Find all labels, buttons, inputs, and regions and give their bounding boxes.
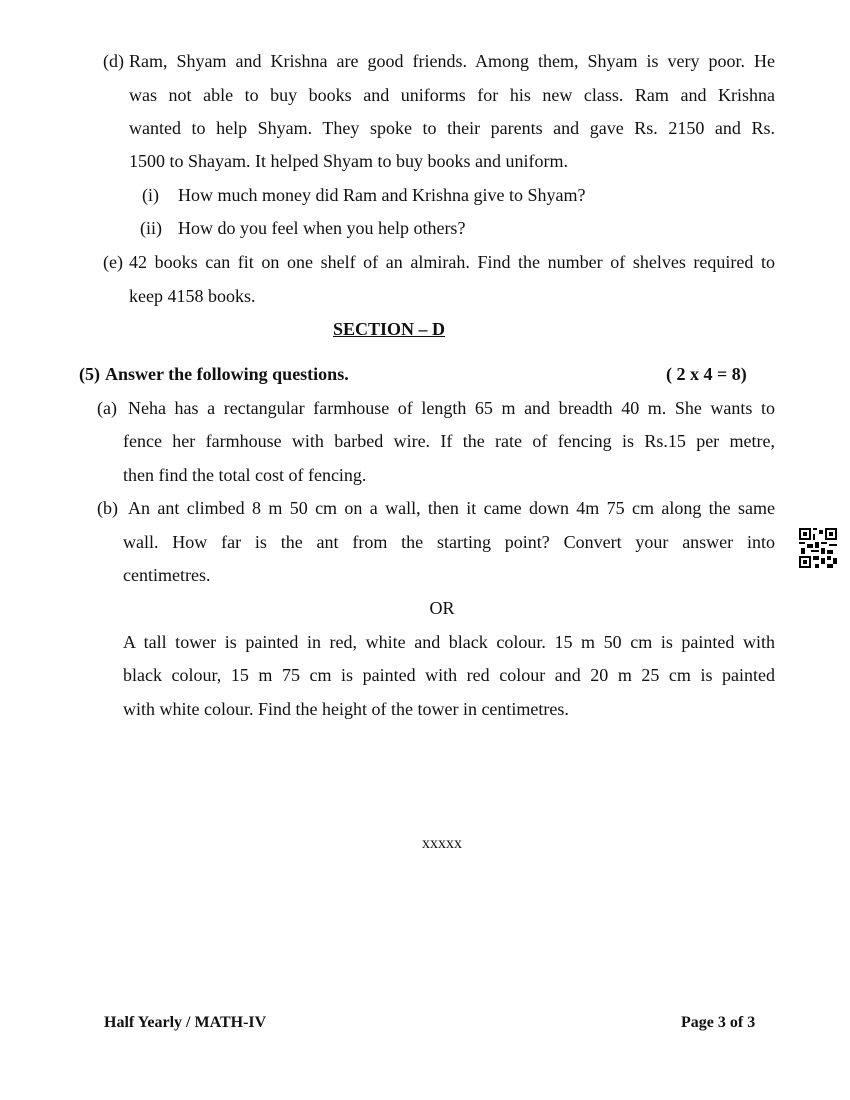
question-label: (5) [79,364,100,384]
question-title: Answer the following questions. [105,364,349,384]
text-line: wanted to help Shyam. They spoke to their parents and gave Rs. 2150 and Rs. [129,118,775,138]
text-line: was not able to buy books and uniforms for his new class. Ram and Krishna [129,85,775,105]
text-line: keep 4158 books. [129,286,256,306]
text-line: with white colour. Find the height of the tower in centimetres. [123,699,569,719]
marks: ( 2 x 4 = 8) [666,364,747,384]
question-label: (d) [103,51,124,71]
text-line: Neha has a rectangular farmhouse of length 65 m and breadth 40 m. She wants to [128,398,775,418]
end-mark: xxxxx [422,835,462,852]
text-line: A tall tower is painted in red, white and black colour. 15 m 50 cm is painted with [123,632,775,652]
sub-question-text: How much money did Ram and Krishna give to Shyam? [178,185,586,205]
sub-question-label: (b) [97,498,118,518]
sub-question-label: (ii) [140,218,162,238]
or-separator: OR [429,598,455,618]
question-label: (e) [103,252,123,272]
text-line: 1500 to Shayam. It helped Shyam to buy books and uniform. [129,151,568,171]
sub-question-text: How do you feel when you help others? [178,218,466,238]
footer-exam-title: Half Yearly / MATH-IV [104,1014,267,1031]
sub-question-label: (i) [142,185,159,205]
qr-code-icon [799,528,837,568]
text-line: 42 books can fit on one shelf of an almirah. Find the number of shelves required to [129,252,775,272]
text-line: then find the total cost of fencing. [123,465,367,485]
section-title: SECTION – D [332,319,446,339]
text-line: An ant climbed 8 m 50 cm on a wall, then it came down 4m 75 cm along the same [128,498,775,518]
text-line: centimetres. [123,565,211,585]
footer-page-number: Page 3 of 3 [681,1014,756,1031]
text-line: black colour, 15 m 75 cm is painted with red colour and 20 m 25 cm is painted [123,665,775,685]
text-line: Ram, Shyam and Krishna are good friends. Among them, Shyam is very poor. He [129,51,775,71]
text-line: wall. How far is the ant from the starting point? Convert your answer into [123,532,775,552]
text-line: fence her farmhouse with barbed wire. If the rate of fencing is Rs.15 per metre, [123,431,775,451]
sub-question-label: (a) [97,398,117,418]
